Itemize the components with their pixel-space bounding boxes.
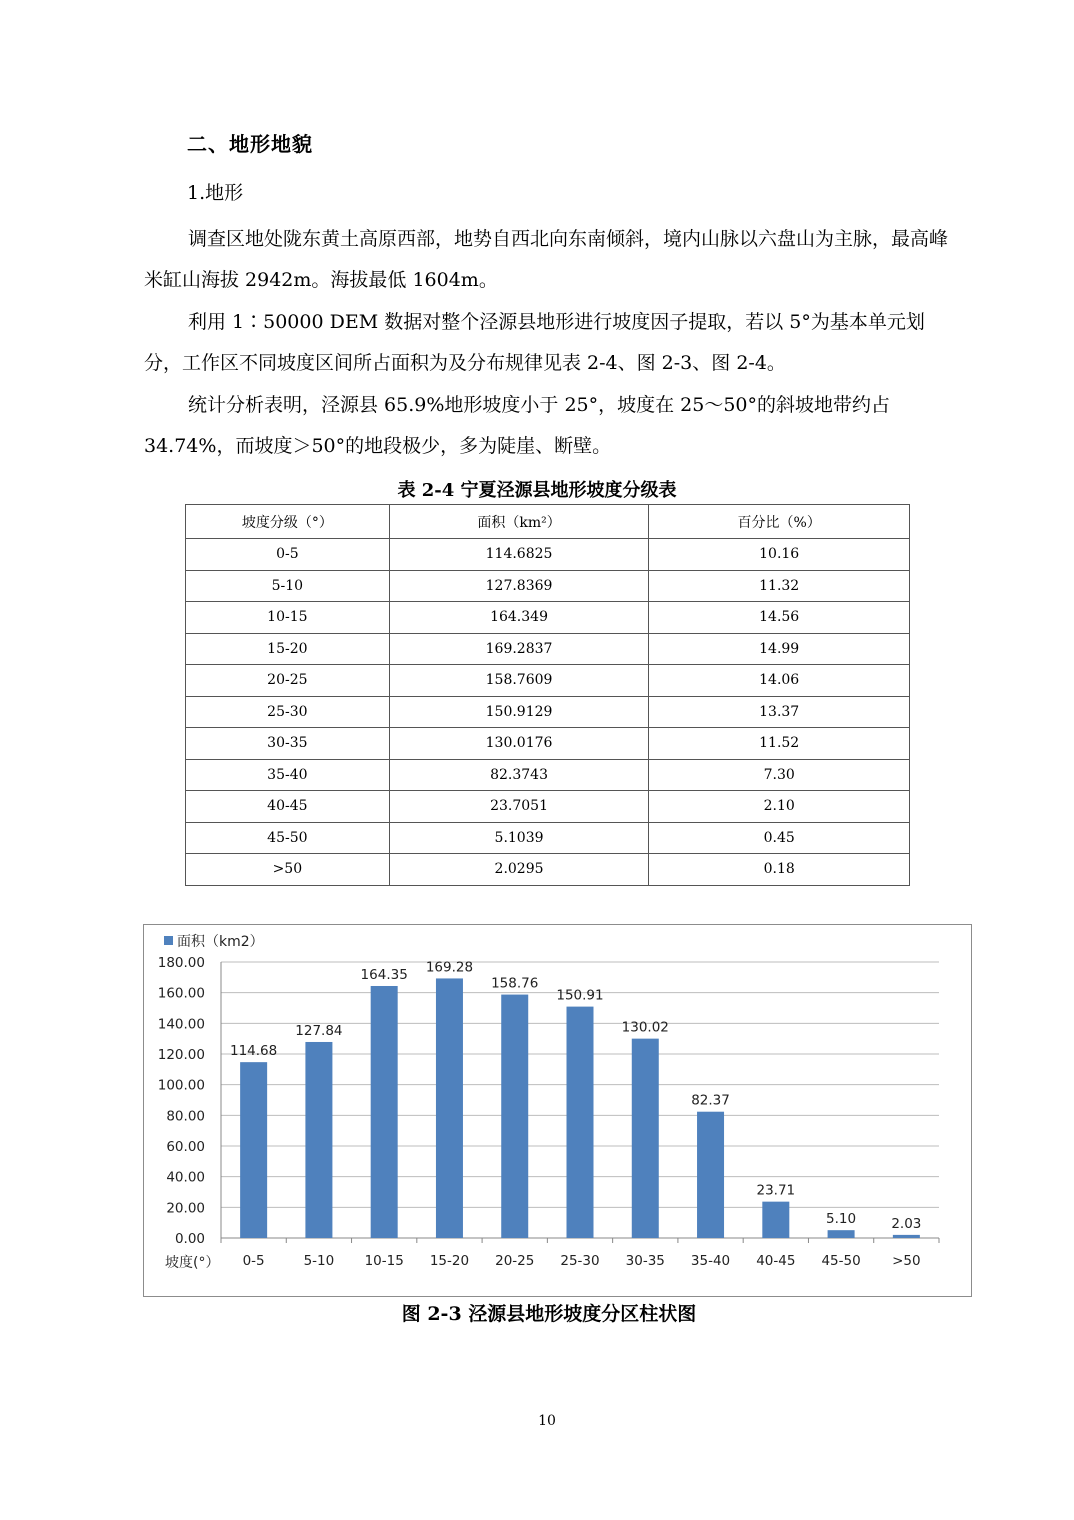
data-label: 23.71 (756, 1182, 796, 1199)
cell-slope-grade: 5-10 (186, 570, 390, 602)
cell-percent: 13.37 (649, 696, 910, 728)
bar (762, 1202, 789, 1238)
cell-slope-grade: 15-20 (186, 633, 390, 665)
x-tick-label: 40-45 (756, 1253, 796, 1269)
x-tick-label: 15-20 (429, 1253, 470, 1269)
x-tick-label: >50 (892, 1253, 921, 1269)
table-header-row (186, 505, 910, 539)
bar (697, 1112, 724, 1238)
paragraph-dem-method: 利用 1∶50000 DEM 数据对整个泾源县地形进行坡度因子提取，若以 5°为基本单元划分，工作区不同坡度区间所占面积为及分布规律见表 2-4、图 2-3、图 2-4。 (144, 311, 925, 374)
table-row (186, 570, 910, 602)
table-row (186, 822, 910, 854)
cell-slope-grade: 0-5 (186, 539, 390, 571)
bar (436, 978, 463, 1238)
cell-area: 2.0295 (389, 854, 649, 886)
data-label: 5.10 (826, 1211, 857, 1228)
bar-chart (143, 924, 972, 1297)
x-tick-label: 5-10 (303, 1253, 335, 1269)
cell-area: 169.2837 (389, 633, 649, 665)
x-tick-label: 20-25 (495, 1253, 535, 1269)
cell-slope-grade: >50 (186, 854, 390, 886)
cell-area: 114.6825 (389, 539, 649, 571)
bar (371, 986, 398, 1238)
cell-slope-grade: 35-40 (186, 759, 390, 791)
data-label: 127.84 (295, 1022, 343, 1039)
x-tick-label: 10-15 (364, 1253, 404, 1269)
chart-caption: 图 2-3 泾源县地形坡度分区柱状图 (401, 1303, 697, 1325)
x-tick-label: 0-5 (242, 1253, 265, 1269)
subheading: 1.地形 (187, 182, 244, 204)
x-tick-label: 45-50 (821, 1253, 861, 1269)
header-area: 面积（km²） (389, 505, 649, 539)
paragraph-terrain-overview: 调查区地处陇东黄土高原西部，地势自西北向东南倾斜，境内山脉以六盘山为主脉，最高峰米缸山海拔 2942m。海拔最低 1604m。 (144, 228, 949, 291)
bar (893, 1235, 920, 1238)
y-tick-label: 120.00 (157, 1047, 205, 1063)
cell-percent: 10.16 (649, 539, 910, 571)
cell-percent: 11.32 (649, 570, 910, 602)
cell-percent: 14.06 (649, 665, 910, 697)
y-tick-label: 20.00 (166, 1200, 205, 1217)
cell-area: 130.0176 (389, 728, 649, 760)
cell-slope-grade: 40-45 (186, 791, 390, 823)
data-label: 169.28 (425, 959, 474, 976)
x-tick-label: 25-30 (560, 1253, 600, 1269)
data-label: 114.68 (230, 1043, 278, 1060)
header-percent: 百分比（%） (649, 505, 910, 539)
table-row (186, 728, 910, 760)
y-tick-label: 140.00 (157, 1016, 205, 1033)
y-tick-label: 180.00 (157, 955, 205, 971)
cell-percent: 0.45 (649, 822, 910, 854)
section-heading: 二、地形地貌 (187, 132, 313, 156)
y-tick-label: 40.00 (166, 1169, 205, 1186)
slope-table (185, 504, 910, 886)
header-slope-grade: 坡度分级（°） (186, 505, 390, 539)
cell-percent: 14.99 (649, 633, 910, 665)
table-row (186, 633, 910, 665)
cell-area: 82.3743 (389, 759, 649, 791)
table-row (186, 602, 910, 634)
y-tick-label: 160.00 (157, 985, 205, 1002)
cell-slope-grade: 10-15 (186, 602, 390, 634)
x-axis-title: 坡度(°） (165, 1255, 220, 1271)
data-label: 82.37 (691, 1092, 730, 1109)
cell-area: 127.8369 (389, 570, 649, 602)
cell-percent: 14.56 (649, 602, 910, 634)
data-label: 158.76 (491, 975, 539, 992)
bar-chart-svg (144, 925, 973, 1298)
cell-percent: 7.30 (649, 759, 910, 791)
cell-area: 23.7051 (389, 791, 649, 823)
bar (305, 1042, 332, 1238)
cell-area: 150.9129 (389, 696, 649, 728)
y-tick-label: 80.00 (166, 1108, 205, 1125)
cell-percent: 2.10 (649, 791, 910, 823)
paragraph-statistics: 统计分析表明，泾源县 65.9%地形坡度小于 25°，坡度在 25～50°的斜坡地带约占 34.74%，而坡度＞50°的地段极少，多为陡崖、断壁。 (144, 394, 891, 457)
y-tick-label: 0.00 (174, 1231, 205, 1247)
cell-slope-grade: 25-30 (186, 696, 390, 728)
table-row (186, 539, 910, 571)
cell-area: 158.7609 (389, 665, 649, 697)
cell-percent: 0.18 (649, 854, 910, 886)
data-label: 164.35 (360, 966, 408, 983)
table-row (186, 854, 910, 886)
cell-slope-grade: 30-35 (186, 728, 390, 760)
table-caption: 表 2-4 宁夏泾源县地形坡度分级表 (397, 480, 677, 501)
table-row (186, 696, 910, 728)
cell-area: 5.1039 (389, 822, 649, 854)
table-row (186, 665, 910, 697)
legend-label: 面积（km2） (177, 934, 264, 950)
x-tick-label: 35-40 (690, 1253, 731, 1269)
x-tick-label: 30-35 (625, 1253, 665, 1269)
y-tick-label: 60.00 (166, 1139, 205, 1155)
data-label: 150.91 (556, 987, 604, 1004)
bar (632, 1039, 659, 1238)
bar (240, 1062, 267, 1238)
page-number: 10 (538, 1413, 556, 1429)
cell-slope-grade: 20-25 (186, 665, 390, 697)
data-label: 2.03 (891, 1215, 922, 1232)
data-label: 130.02 (621, 1019, 669, 1036)
y-tick-label: 100.00 (157, 1077, 205, 1094)
cell-percent: 11.52 (649, 728, 910, 760)
table-row (186, 759, 910, 791)
table-row (186, 791, 910, 823)
legend-swatch (164, 936, 173, 945)
bar (567, 1007, 594, 1238)
bar (828, 1230, 855, 1238)
bar (501, 995, 528, 1238)
cell-area: 164.349 (389, 602, 649, 634)
cell-slope-grade: 45-50 (186, 822, 390, 854)
